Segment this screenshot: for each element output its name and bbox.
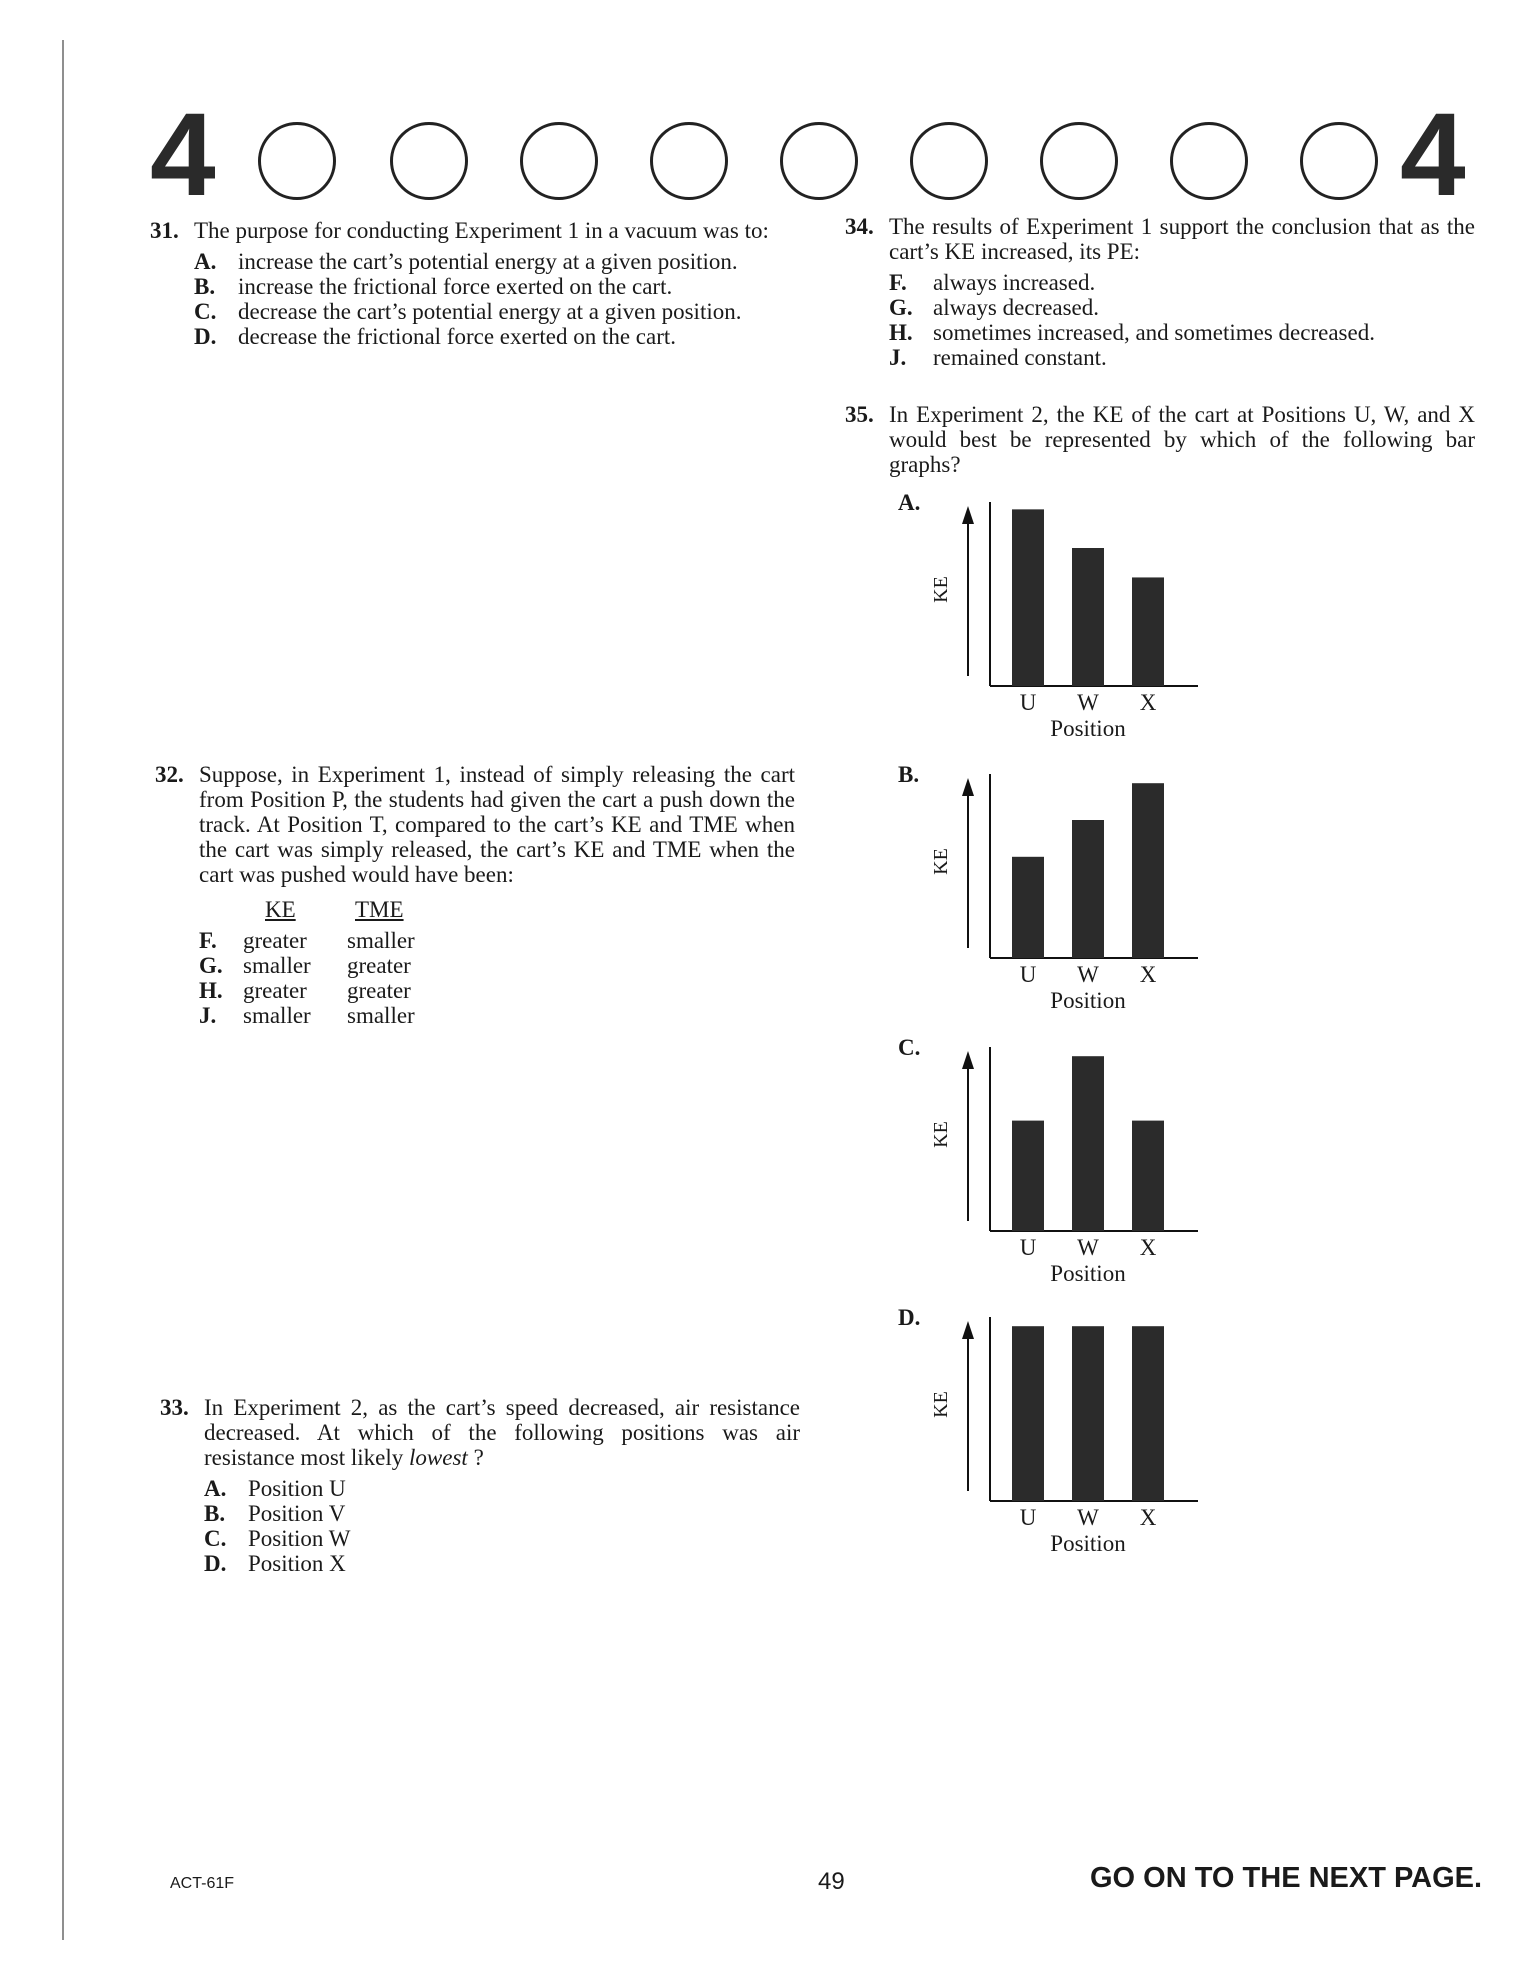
question-stem: The results of Experiment 1 support the conclusion that as the cart’s KE increased, its PE: — [889, 214, 1475, 264]
graph-option-letter: B. — [898, 762, 920, 787]
option-text: always increased. — [933, 270, 1096, 295]
question-number: 33. — [160, 1395, 189, 1420]
x-tick-label: W — [1077, 1505, 1099, 1530]
option-letter: A. — [204, 1476, 227, 1501]
decorative-circle — [258, 122, 336, 200]
option-letter: H. — [199, 978, 223, 1003]
option-letter: C. — [194, 299, 217, 324]
answer-option-g[interactable] — [199, 953, 795, 978]
option-letter: D. — [204, 1551, 227, 1576]
option-text: increase the cart’s potential energy at a given position. — [238, 249, 738, 274]
go-on-instruction: GO ON TO THE NEXT PAGE. — [1090, 1862, 1483, 1894]
x-tick-label: X — [1139, 1235, 1157, 1260]
question-stem: The purpose for conducting Experiment 1 in a vacuum was to: — [194, 218, 769, 243]
option-ke: greater — [243, 978, 307, 1003]
bar-x — [1132, 1326, 1164, 1501]
answer-option-f[interactable] — [889, 270, 1475, 295]
bar-graph-option-a[interactable] — [898, 490, 1198, 760]
question-34 — [845, 214, 1475, 370]
answer-options — [150, 249, 790, 349]
option-letter: G. — [199, 953, 223, 978]
option-ke: smaller — [243, 953, 311, 978]
question-31 — [150, 218, 790, 349]
decorative-circle — [1040, 122, 1118, 200]
page-number: 49 — [818, 1868, 845, 1895]
column-header-ke: KE — [265, 897, 296, 922]
column-header-tme: TME — [355, 897, 404, 922]
option-letter: J. — [199, 1003, 217, 1028]
bar-graph-option-b[interactable] — [898, 762, 1198, 1032]
bar-u — [1012, 509, 1044, 686]
x-tick-label: U — [1019, 1235, 1037, 1260]
section-number-left: 4 — [150, 89, 216, 221]
arrow-head-icon — [962, 1051, 974, 1069]
decorative-circle — [520, 122, 598, 200]
option-ke: greater — [243, 928, 307, 953]
x-tick-label: U — [1019, 1505, 1037, 1530]
option-letter: J. — [889, 345, 907, 370]
section-number-right: 4 — [1400, 89, 1466, 221]
x-tick-label: U — [1019, 962, 1037, 987]
answer-option-h[interactable] — [199, 978, 795, 1003]
question-32 — [155, 762, 795, 1028]
option-text: sometimes increased, and sometimes decreased. — [933, 320, 1375, 345]
x-tick-label: X — [1139, 962, 1157, 987]
stem-text: In Experiment 2, as the cart’s speed decreased, air resistance decreased. At which of the following positions was air resistance most likely — [204, 1395, 800, 1470]
option-text: Position X — [248, 1551, 346, 1576]
arrow-head-icon — [962, 506, 974, 524]
answer-option-j[interactable] — [199, 1003, 795, 1028]
x-axis-label: Position — [1050, 988, 1126, 1013]
question-number: 31. — [150, 218, 179, 243]
option-text: remained constant. — [933, 345, 1107, 370]
x-axis-label: Position — [1050, 716, 1126, 741]
answer-option-b[interactable] — [204, 1501, 800, 1526]
stem-emphasis: lowest — [409, 1445, 468, 1470]
decorative-circle — [390, 122, 468, 200]
decorative-circle — [650, 122, 728, 200]
decorative-circle — [910, 122, 988, 200]
y-axis-label: KE — [929, 1121, 952, 1148]
answer-option-h[interactable] — [889, 320, 1475, 345]
decorative-circle — [780, 122, 858, 200]
option-letter: F. — [889, 270, 907, 295]
option-ke: smaller — [243, 1003, 311, 1028]
y-axis-label: KE — [929, 848, 952, 875]
option-text: Position V — [248, 1501, 346, 1526]
bar-u — [1012, 1326, 1044, 1501]
page-margin-line — [62, 40, 64, 1940]
arrow-head-icon — [962, 778, 974, 796]
question-33 — [160, 1395, 800, 1576]
bar-x — [1132, 1121, 1164, 1231]
option-letter: G. — [889, 295, 913, 320]
answer-option-d[interactable] — [204, 1551, 800, 1576]
decorative-circle — [1170, 122, 1248, 200]
x-tick-label: U — [1019, 690, 1037, 715]
option-text: always decreased. — [933, 295, 1100, 320]
bar-graph-option-d[interactable] — [898, 1305, 1198, 1575]
option-tme: smaller — [347, 1003, 415, 1028]
option-letter: B. — [194, 274, 216, 299]
bar-w — [1072, 1326, 1104, 1501]
question-stem — [204, 1395, 800, 1470]
option-tme: smaller — [347, 928, 415, 953]
stem-text-end: ? — [467, 1445, 484, 1470]
answer-option-a[interactable] — [204, 1476, 800, 1501]
option-letter: D. — [194, 324, 217, 349]
question-35 — [845, 402, 1475, 477]
option-text: Position U — [248, 1476, 346, 1501]
option-tme: greater — [347, 978, 411, 1003]
option-tme: greater — [347, 953, 411, 978]
answer-option-a[interactable] — [194, 249, 790, 274]
bar-graph-option-c[interactable] — [898, 1035, 1198, 1305]
option-text: decrease the cart’s potential energy at a given position. — [238, 299, 742, 324]
option-letter: B. — [204, 1501, 226, 1526]
bar-x — [1132, 783, 1164, 958]
answer-options — [845, 270, 1475, 370]
answer-option-b[interactable] — [194, 274, 790, 299]
answer-options — [160, 1476, 800, 1576]
bar-w — [1072, 820, 1104, 958]
option-letter: F. — [199, 928, 217, 953]
bar-w — [1072, 548, 1104, 686]
answer-option-f[interactable] — [199, 928, 795, 953]
question-number: 34. — [845, 214, 874, 239]
x-axis-label: Position — [1050, 1531, 1126, 1556]
bar-u — [1012, 1121, 1044, 1231]
option-letter: C. — [204, 1526, 227, 1551]
x-tick-label: W — [1077, 962, 1099, 987]
graph-option-letter: C. — [898, 1035, 921, 1060]
x-tick-label: W — [1077, 690, 1099, 715]
decorative-circle — [1300, 122, 1378, 200]
ke-tme-table — [155, 897, 795, 1028]
graph-option-letter: D. — [898, 1305, 921, 1330]
question-number: 32. — [155, 762, 184, 787]
option-letter: A. — [194, 249, 217, 274]
answer-option-c[interactable] — [204, 1526, 800, 1551]
question-stem: Suppose, in Experiment 1, instead of simply releasing the cart from Position P, the students had given the cart a push down the track. At Position T, compared to the cart’s KE and TME when the cart was simply released, the cart’s KE and TME when the cart was pushed would have been: — [199, 762, 795, 887]
question-stem: In Experiment 2, the KE of the cart at Positions U, W, and X would best be represented by which of the following bar graphs? — [889, 402, 1475, 477]
y-axis-label: KE — [929, 576, 952, 603]
y-axis-label: KE — [929, 1391, 952, 1418]
arrow-head-icon — [962, 1321, 974, 1339]
question-number: 35. — [845, 402, 874, 427]
graph-option-letter: A. — [898, 490, 921, 515]
option-text: increase the frictional force exerted on the cart. — [238, 274, 673, 299]
x-axis-label: Position — [1050, 1261, 1126, 1286]
answer-option-d[interactable] — [194, 324, 790, 349]
test-code: ACT-61F — [170, 1875, 235, 1892]
option-text: Position W — [248, 1526, 351, 1551]
answer-option-j[interactable] — [889, 345, 1475, 370]
option-letter: H. — [889, 320, 913, 345]
x-tick-label: X — [1139, 1505, 1157, 1530]
x-tick-label: X — [1139, 690, 1157, 715]
bar-x — [1132, 577, 1164, 686]
answer-option-g[interactable] — [889, 295, 1475, 320]
bar-w — [1072, 1056, 1104, 1231]
option-text: decrease the frictional force exerted on the cart. — [238, 324, 677, 349]
bar-u — [1012, 857, 1044, 958]
answer-option-c[interactable] — [194, 299, 790, 324]
x-tick-label: W — [1077, 1235, 1099, 1260]
